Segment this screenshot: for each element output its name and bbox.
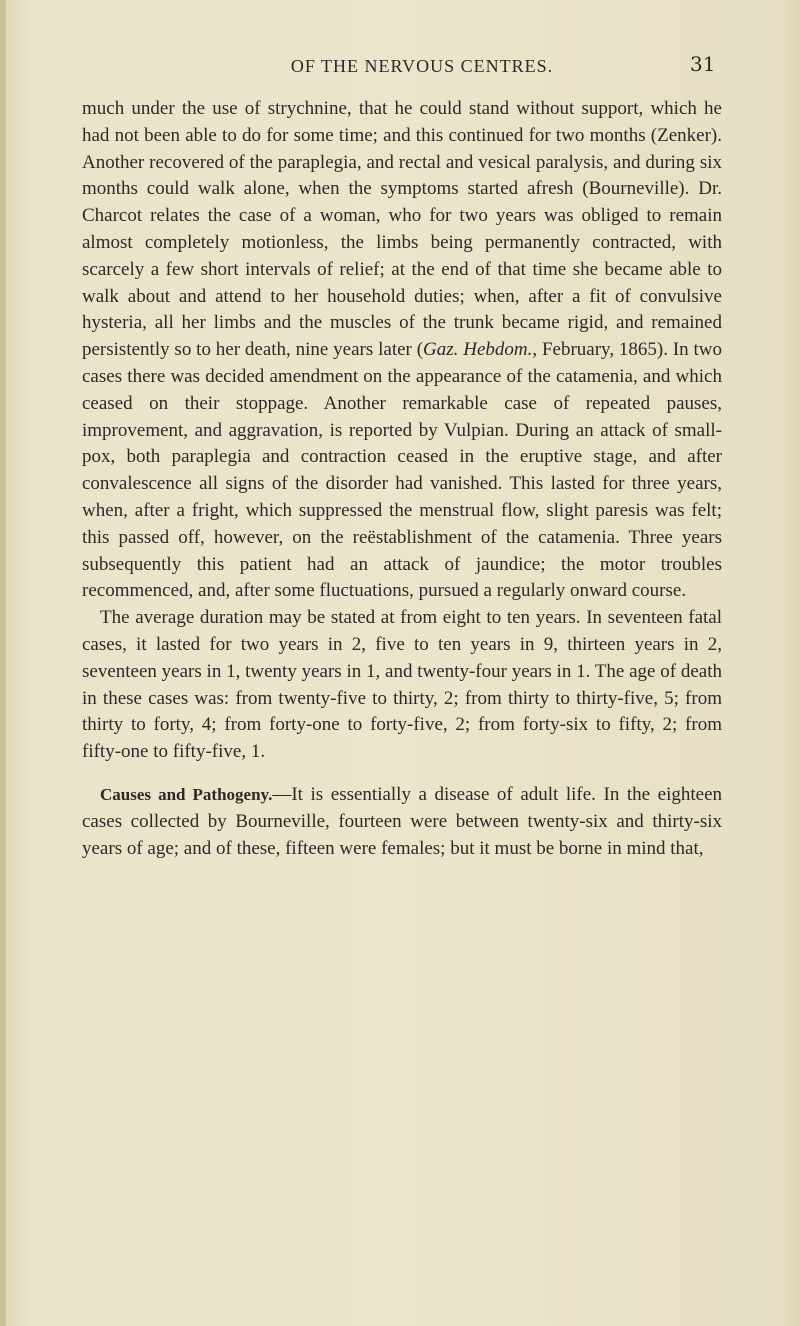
- paragraph-causes: [82, 782, 722, 862]
- citation: Gaz. Hebdom.: [423, 339, 533, 361]
- page-binding-edge: [0, 0, 6, 1326]
- paragraph-duration: The average duration may be stated at from eight to ten years. In seventeen fatal cases, it lasted for two years in 2, five to ten years in 9, thirteen years in 2, seventeen years in 1, twenty years in 1, and twenty-four years in 1. The age of death in these cases was: from twenty-five to thirty, 2; from thirty to thirty-five, 5; from thirty to forty, 4; from forty-one to forty-five, 2; from forty-six to fifty, 2; from fifty-one to fifty-five, 1.: [82, 607, 722, 763]
- paragraph-continuation: [82, 96, 722, 605]
- paragraph-1-text-a: much under the use of strychnine, that he could stand without support, which he had not been able to do for some time; and this continued for two months (Zenker). Another recovered of the paraplegia, and rectal and vesical paralysis, and during six months could walk alone, when the symptoms started afresh (Bourneville). Dr. Charcot relates the case of a woman, who for two years was obliged to remain almost completely motionless, the limbs being permanently contracted, with scarcely a few short intervals of relief; at the end of that time she became able to walk about and attend to her household duties; when, after a fit of convulsive hysteria, all her limbs and the muscles of the trunk became rigid, and remained persistently so to her death, nine years later (: [82, 98, 722, 361]
- running-header: OF THE NERVOUS CENTRES.: [290, 56, 554, 76]
- section-heading: Causes and Pathogeny.: [100, 784, 273, 804]
- paragraph-causes-text: —It is essentially a disease of adult life. In the eighteen cases collected by Bourneville, fourteen were between twenty-six and thirty-six years of age; and of these, fifteen were females; but it must be borne in mind that,: [82, 783, 723, 859]
- body-text: [82, 96, 722, 862]
- paragraph-1-text-b: , February, 1865). In two cases there was decided amendment on the appearance of the catamenia, and which ceased on their stoppage. Another remarkable case of repeated pauses, improvement, and aggravation, is reported by Vulpian. During an attack of small-pox, both paraplegia and contraction ceased in the eruptive stage, and after convalescence all signs of the disorder had vanished. This lasted for three years, when, after a fright, which suppressed the menstrual flow, slight paresis was felt; this passed off, however, on the reëstablishment of the catamenia. Three years subsequently this patient had an attack of jaundice; the motor troubles recommenced, and, after some fluctuations, pursued a regularly onward course.: [82, 339, 722, 602]
- paragraph-gap: [82, 766, 722, 782]
- page-number: 31: [690, 52, 716, 76]
